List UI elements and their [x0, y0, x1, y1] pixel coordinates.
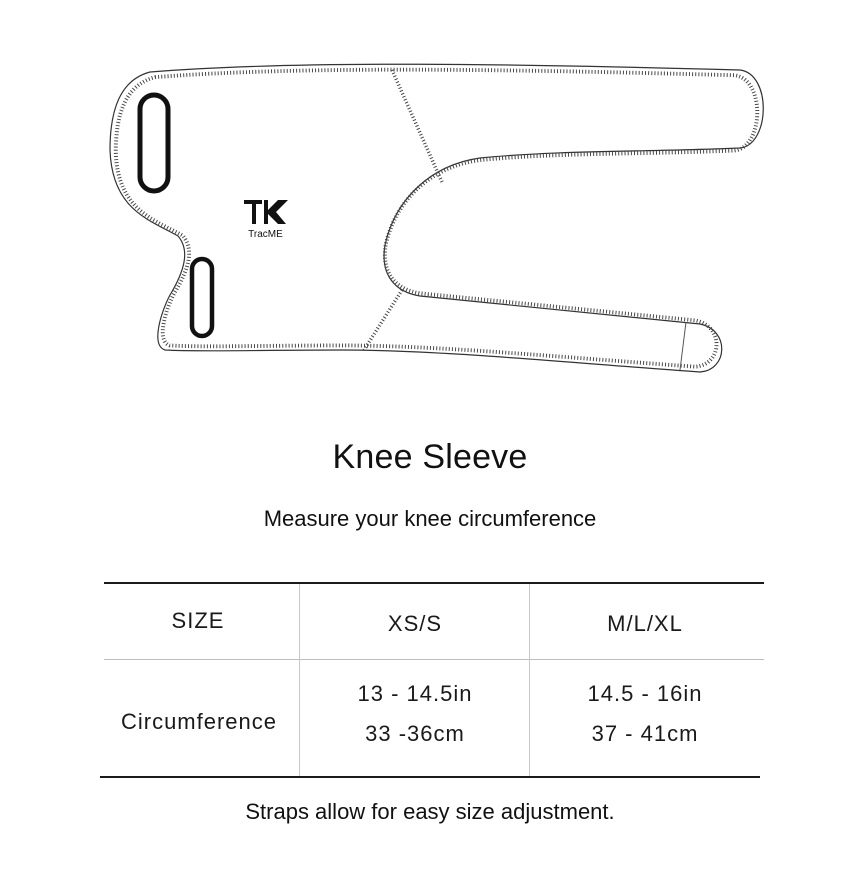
header-m-l-xl: M/L/XL — [607, 611, 683, 636]
page-title: Knee Sleeve — [332, 438, 528, 476]
row-label-circumference: Circumference — [120, 709, 278, 734]
xs-s-inches: 13 - 14.5in — [357, 681, 473, 706]
table-row-divider — [104, 659, 764, 660]
knee-sleeve-illustration — [0, 0, 860, 400]
page-subtitle: Measure your knee circumference — [263, 506, 597, 531]
table-bottom-rule — [100, 776, 760, 778]
header-xs-s: XS/S — [387, 611, 443, 636]
xs-s-centimeters: 33 -36cm — [365, 721, 465, 746]
size-chart-table — [100, 582, 764, 777]
table-top-rule — [104, 582, 764, 584]
header-size: SIZE — [171, 608, 225, 633]
m-l-xl-inches: 14.5 - 16in — [587, 681, 703, 706]
adjustment-note: Straps allow for easy size adjustment. — [245, 799, 615, 824]
m-l-xl-centimeters: 37 - 41cm — [591, 721, 699, 746]
brand-name: TracME — [248, 229, 283, 240]
